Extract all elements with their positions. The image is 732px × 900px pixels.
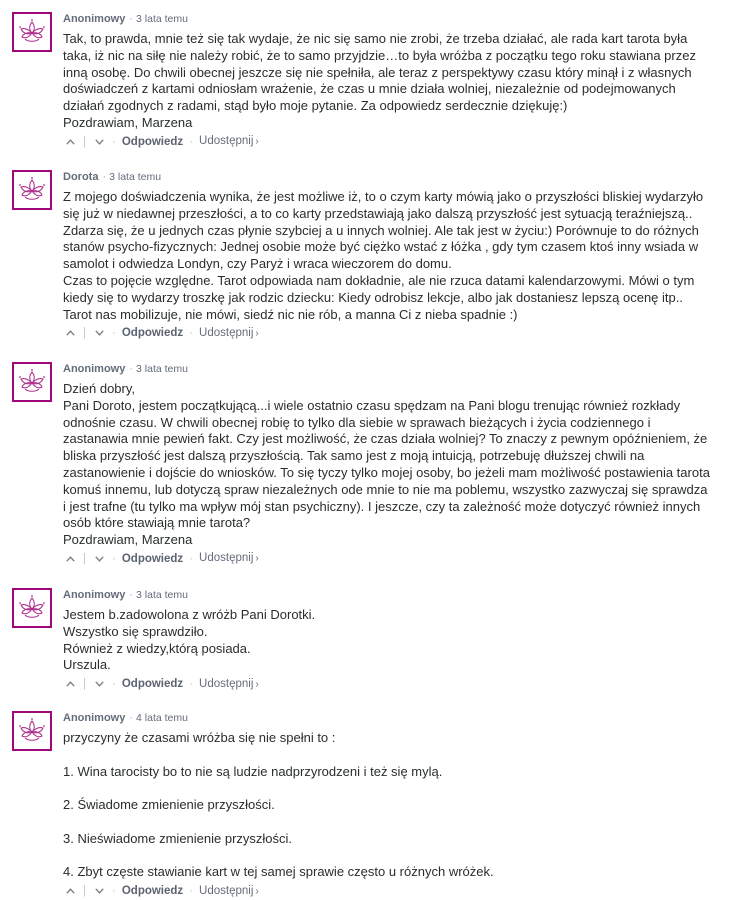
- comment-author[interactable]: Dorota: [63, 171, 99, 183]
- footer-dot: ·: [112, 552, 116, 565]
- chevron-right-icon: ›: [255, 678, 259, 690]
- chevron-right-icon: ›: [255, 553, 259, 565]
- comment-header: [63, 588, 716, 602]
- chevron-right-icon: ›: [255, 885, 259, 897]
- meta-separator: ·: [129, 363, 134, 375]
- comment-text: [63, 730, 716, 881]
- chevron-down-icon: [95, 888, 104, 894]
- footer-dot: ·: [112, 885, 116, 898]
- chevron-down-icon: [95, 681, 104, 687]
- comment-timestamp[interactable]: 3 lata temu: [136, 363, 188, 375]
- vote-divider: |: [83, 678, 86, 691]
- comment-header: [63, 12, 716, 26]
- lotus-mandala-icon: [16, 715, 48, 747]
- comment-footer: [63, 676, 716, 692]
- footer-dot: ·: [189, 552, 194, 565]
- comment-footer: [63, 551, 716, 567]
- comment-line: osób które stawiają mnie tarota?: [63, 515, 251, 531]
- comment-line: Wszystko się sprawdziło.: [63, 623, 208, 639]
- lotus-mandala-icon: [16, 366, 48, 398]
- comment-author[interactable]: Anonimowy: [63, 363, 126, 375]
- footer-dot: ·: [189, 885, 194, 898]
- vote-divider: |: [83, 327, 86, 340]
- comment-text: [63, 381, 716, 549]
- meta-separator: ·: [102, 171, 107, 183]
- comment-line: stanów psycho-fizycznych: Jednej osobie może być ciężko wstać z łóżka , gdy tym czasem ktoś inny wsiada w: [63, 239, 699, 255]
- comment-line: zastanowienie i dojście do wniosków. To się tyczy tylko mojej osoby, bo jeżeli mam możliwość postawienia tarota: [63, 464, 710, 480]
- blank-line: [63, 848, 716, 865]
- reply-button[interactable]: Odpowiedz: [121, 678, 184, 691]
- upvote-button[interactable]: [63, 134, 77, 150]
- comment-body: [63, 588, 716, 692]
- comment-line: przyczyny że czasami wróżba się nie spełni to :: [63, 730, 336, 745]
- comment-footer: [63, 325, 716, 341]
- footer-dot: ·: [189, 135, 194, 148]
- blank-line: [63, 780, 716, 797]
- comment-line: 4. Zbyt częste stawianie kart w tej samej sprawie często u różnych wróżek.: [63, 864, 494, 880]
- comment-timestamp[interactable]: 3 lata temu: [136, 589, 188, 601]
- comment-author[interactable]: Anonimowy: [63, 589, 126, 601]
- reply-button[interactable]: Odpowiedz: [121, 135, 184, 148]
- comment-line: taka, iż nic na siłę nie należy robić, że to samo przyjdzie…to była wróżba z początku tego roku stawiana przez: [63, 47, 696, 63]
- footer-dot: ·: [112, 327, 116, 340]
- comment-text: [63, 31, 716, 132]
- comment-line: odnośnie czasu. W chwili obecnej robię to tylko dla siebie w sprawach bieżących i życia codziennego i: [63, 414, 651, 430]
- downvote-button[interactable]: [92, 134, 106, 150]
- downvote-button[interactable]: [92, 551, 106, 567]
- comment-body: [63, 12, 716, 150]
- comment-line: Dzień dobry,: [63, 381, 136, 396]
- meta-separator: ·: [129, 589, 134, 601]
- chevron-right-icon: ›: [255, 136, 259, 148]
- comment-author[interactable]: Anonimowy: [63, 712, 126, 724]
- chevron-down-icon: [95, 139, 104, 145]
- comment-line: Tak, to prawda, mnie też się tak wydaje, że nic się samo nie zrobi, że trzeba działać, ale rada kart tarota była: [63, 31, 688, 46]
- chevron-down-icon: [95, 556, 104, 562]
- comment-author[interactable]: Anonimowy: [63, 13, 126, 25]
- lotus-mandala-icon: [16, 16, 48, 48]
- lotus-mandala-icon: [16, 174, 48, 206]
- share-label: Udostępnij: [199, 135, 254, 148]
- comment-line: bliska przyszłość jest dalszą przyszłością. Tak samo jest z moją intuicją, potrzebuję dłuższej chwili na: [63, 448, 645, 464]
- comment-body: [63, 711, 716, 899]
- comment-line: inną osobę. Do chwili obecnej jeszcze się nie spełniła, ale teraz z perspektywy czasu który minął i z własnych: [63, 64, 692, 80]
- share-label: Udostępnij: [199, 884, 254, 897]
- comment-line: Urszula.: [63, 657, 111, 673]
- comment-line: Czas to pojęcie względne. Tarot odpowiada nam dokładnie, ale nie rzuca datami kalendarzowymi. Mówi o tym: [63, 272, 695, 288]
- avatar[interactable]: [12, 170, 52, 210]
- lotus-mandala-icon: [16, 592, 48, 624]
- comment-line: Tarot nas mobilizuje, nie mówi, siedź nic nie rób, a manna Ci z nieba spadnie :): [63, 306, 518, 322]
- share-button[interactable]: [199, 325, 259, 342]
- chevron-up-icon: [66, 888, 75, 894]
- footer-dot: ·: [112, 678, 116, 691]
- comment-line: doświadczeń z kartami odniosłam wrażenie, że czas u mnie działa wolniej, niezależnie od podejmowanych: [63, 81, 676, 97]
- comment-line: Pozdrawiam, Marzena: [63, 532, 193, 548]
- avatar[interactable]: [12, 362, 52, 402]
- downvote-button[interactable]: [92, 676, 106, 692]
- share-label: Udostępnij: [199, 677, 254, 690]
- upvote-button[interactable]: [63, 325, 77, 341]
- share-button[interactable]: [199, 676, 259, 693]
- blank-line: [63, 747, 716, 764]
- chevron-down-icon: [95, 330, 104, 336]
- comment-line: się już w niedawnej przeszłości, a to co karty przedstawiają jako dalszą przyszłość jest sytuacją teraźniejszą..: [63, 205, 693, 221]
- share-label: Udostępnij: [199, 326, 254, 339]
- chevron-up-icon: [66, 556, 75, 562]
- comment-timestamp[interactable]: 4 lata temu: [136, 712, 188, 724]
- comment-line: Pani Doroto, jestem początkującą...i wiele ostatnio czasu spędzam na Pani blogu trenując również rozkłady: [63, 397, 681, 413]
- downvote-button[interactable]: [92, 325, 106, 341]
- comment-line: komuś innemu, lub dotyczą spraw niezależnych ode mnie to nie ma poblemu, wszystko zazwyczaj się sprawdza: [63, 481, 708, 497]
- reply-button[interactable]: Odpowiedz: [121, 327, 184, 340]
- upvote-button[interactable]: [63, 676, 77, 692]
- chevron-up-icon: [66, 330, 75, 336]
- comment-line: Zdarza się, że u jednych czas płynie szybciej a u innych wolniej. Ale tak jest w życiu:) Porównuje to do różnych: [63, 222, 699, 238]
- meta-separator: ·: [129, 13, 134, 25]
- comment-footer: [63, 883, 716, 899]
- vote-divider: |: [83, 552, 86, 565]
- comment-header: [63, 170, 716, 184]
- vote-divider: |: [83, 135, 86, 148]
- comment-line: 1. Wina tarocisty bo to nie są ludzie nadprzyrodzeni i też się mylą.: [63, 763, 443, 779]
- reply-button[interactable]: Odpowiedz: [121, 552, 184, 565]
- comment-line: i jest trafne (tu tylko ma wpływ mój stan psychiczny). I jeszcze, czy ta zależność może dotyczyć również innych: [63, 498, 701, 514]
- downvote-button[interactable]: [92, 883, 106, 899]
- comment-line: Pozdrawiam, Marzena: [63, 114, 193, 130]
- comment-line: 3. Nieświadome zmienienie przyszłości.: [63, 830, 293, 846]
- comment-header: [63, 362, 716, 376]
- comment-line: 2. Świadome zmienienie przyszłości.: [63, 797, 275, 813]
- comment-timestamp[interactable]: 3 lata temu: [136, 13, 188, 25]
- reply-button[interactable]: Odpowiedz: [121, 885, 184, 898]
- comment-line: Z mojego doświadczenia wynika, że jest możliwe iż, to o czym karty mówią jako o przyszłości bliskiej wydarzyło: [63, 189, 704, 204]
- comment-line: Jestem b.zadowolona z wróżb Pani Dorotki.: [63, 607, 316, 622]
- share-button[interactable]: [199, 550, 259, 567]
- comment-line: samolot i odwiedza Londyn, czy Paryż i wraca wieczorem do domu.: [63, 256, 452, 272]
- comment-line: zastanawia mnie pewień fakt. Czy jest możliwość, że czas działa wolniej? To znaczy z pewnym opóźnieniem, że: [63, 431, 708, 447]
- chevron-up-icon: [66, 681, 75, 687]
- comment-line: kiedy się to wydarzy troszkę jak rodzic dziecku: Kiedy odrobisz lekcje, albo jak dostaniesz lepszą ocenę itp..: [63, 289, 683, 305]
- avatar[interactable]: [12, 588, 52, 628]
- comment-text: [63, 189, 716, 323]
- blank-line: [63, 814, 716, 831]
- comment-line: Również z wiedzy,którą posiada.: [63, 640, 251, 656]
- comment-header: [63, 711, 716, 725]
- footer-dot: ·: [189, 327, 194, 340]
- upvote-button[interactable]: [63, 883, 77, 899]
- chevron-up-icon: [66, 139, 75, 145]
- comment-body: [63, 362, 716, 567]
- avatar[interactable]: [12, 12, 52, 52]
- footer-dot: ·: [189, 678, 194, 691]
- footer-dot: ·: [112, 135, 116, 148]
- comment-line: działań zgodnych z radami, stąd było moje pytanie. Za odpowiedz serdecznie dziękuję:): [63, 98, 568, 114]
- vote-divider: |: [83, 885, 86, 898]
- share-label: Udostępnij: [199, 552, 254, 565]
- share-button[interactable]: [199, 883, 259, 900]
- comment-footer: [63, 134, 716, 150]
- comment-body: [63, 170, 716, 341]
- share-button[interactable]: [199, 133, 259, 150]
- upvote-button[interactable]: [63, 551, 77, 567]
- comment-text: [63, 607, 716, 674]
- comment-timestamp[interactable]: 3 lata temu: [109, 171, 162, 183]
- chevron-right-icon: ›: [255, 327, 259, 339]
- avatar[interactable]: [12, 711, 52, 751]
- meta-separator: ·: [129, 712, 134, 724]
